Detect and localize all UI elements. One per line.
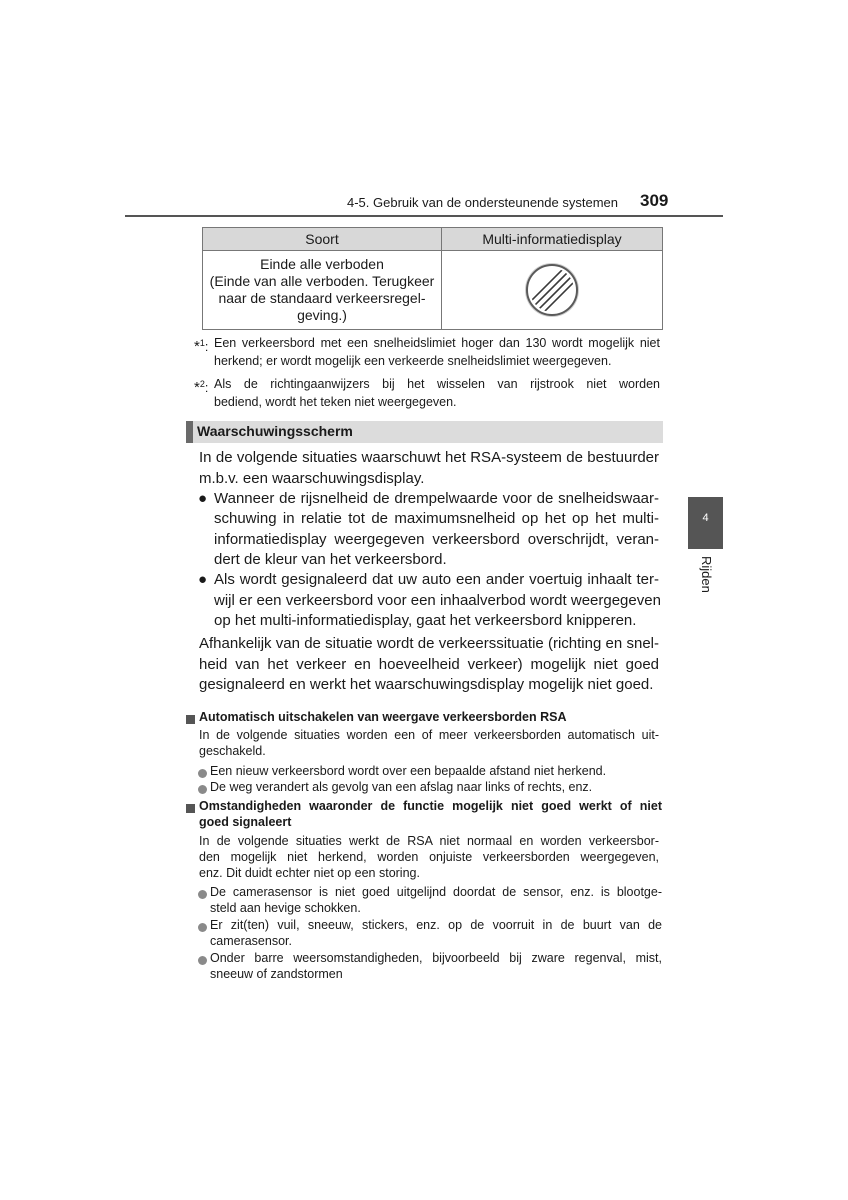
table-header-soort: Soort [203, 228, 442, 251]
table-row [203, 251, 663, 330]
subsection-bullet-line: Onder barre weersomstandigheden, bijvoorbeeld bij zware regenval, mist, [210, 951, 662, 965]
footnote-mark: *$^1$: [194, 338, 209, 356]
bullet-line: op het multi-informatiedisplay, gaat het verkeersbord knipperen. [214, 612, 637, 629]
chapter-number: 4 [702, 512, 709, 524]
subsection-bullet: Een nieuw verkeersbord wordt over een bepaalde afstand niet herkend. [210, 764, 607, 778]
subsection-body-line: enz. Dit duidt echter niet op een storing. [199, 866, 420, 880]
bullet-line: dert de kleur van het verkeersbord. [214, 551, 447, 568]
subsection-title: goed signaleert [199, 815, 292, 829]
header-rule [125, 215, 723, 217]
outro-line: gesignaleerd en werkt het waarschuwingsdisplay mogelijk niet goed. [199, 676, 654, 693]
sign-table [202, 227, 663, 330]
subsection-body-line: geschakeld. [199, 744, 266, 758]
table-header-row [203, 228, 663, 251]
dot-bullet-icon [198, 782, 207, 798]
subsection-bullet-line: camerasensor. [210, 934, 292, 948]
subsection-bullet-line: sneeuw of zandstormen [210, 967, 343, 981]
subsection-body-line: In de volgende situaties worden een of meer verkeersborden automatisch uit- [199, 728, 659, 742]
subsection-body-line: In de volgende situaties werkt de RSA niet normaal en worden verkeersbor- [199, 834, 659, 848]
table-cell-description [203, 251, 442, 330]
footnote-line: Een verkeersbord met een snelheidslimiet hoger dan 130 wordt mogelijk niet [214, 336, 660, 350]
footnote-line: herkend; er wordt mogelijk een verkeerde snelheidslimiet weergegeven. [214, 354, 612, 368]
footnote-line: Als de richtingaanwijzers bij het wisselen van rijstrook niet worden [214, 377, 660, 391]
subsection-bullet-line: steld aan hevige schokken. [210, 901, 361, 915]
footnote-mark: *$^2$: [194, 379, 209, 397]
outro-line: heid van het verkeer en hoeveelheid verkeer) mogelijk niet goed [199, 656, 659, 673]
subsection-bullet: De weg verandert als gevolg van een afslag naar links of rechts, enz. [210, 780, 593, 794]
outro-line: Afhankelijk van de situatie wordt de verkeerssituatie (richting en snel- [199, 635, 659, 652]
chapter-tab [688, 497, 723, 549]
table-header-display: Multi-informatiedisplay [442, 228, 663, 251]
square-bullet-icon [186, 712, 195, 728]
table-cell-icon [442, 251, 663, 330]
dot-bullet-icon [198, 920, 207, 936]
intro-line: In de volgende situaties waarschuwt het RSA-systeem de bestuurder [199, 449, 659, 466]
subsection-title: Omstandigheden waaronder de functie mogelijk niet goed werkt of niet [199, 799, 662, 813]
footnote-2 [194, 375, 660, 411]
subsection-bullet-line: Er zit(ten) vuil, sneeuw, stickers, enz. op de voorruit in de buurt van de [210, 918, 662, 932]
dot-bullet-icon [198, 953, 207, 969]
bullet-dot-icon: ● [198, 490, 208, 507]
running-header: 4-5. Gebruik van de ondersteunende systemen [346, 195, 618, 210]
section-heading-bar [186, 421, 663, 443]
subsection-bullet-line: De camerasensor is niet goed uitgelijnd doordat de sensor, enz. is blootge- [210, 885, 662, 899]
description-line: naar de standaard verkeersregel- [218, 290, 426, 306]
chapter-label: Rijden [699, 556, 714, 593]
description-line: Einde alle verboden [260, 256, 384, 272]
page-number: 309 [640, 191, 669, 210]
bullet-line: wijl er een verkeersbord voor een inhaalverbod wordt weergegeven [214, 592, 661, 609]
end-of-all-restrictions-sign-icon [522, 260, 582, 320]
footnote-line: bediend, wordt het teken niet weergegeven. [214, 395, 457, 409]
bullet-line: schuwing in relatie tot de maximumsnelheid op het op het multi- [214, 510, 659, 527]
subsection-body-line: den mogelijk niet herkend, worden onjuiste verkeersborden weergegeven, [199, 850, 659, 864]
dot-bullet-icon [198, 766, 207, 782]
section-title: Waarschuwingsscherm [197, 423, 353, 439]
intro-line: m.b.v. een waarschuwingsdisplay. [199, 470, 425, 487]
bullet-line: informatiedisplay weergegeven verkeersbord overschrijdt, veran- [214, 531, 659, 548]
footnote-1 [194, 334, 660, 370]
description-line: (Einde van alle verboden. Terugkeer [209, 273, 435, 289]
bullet-dot-icon: ● [198, 571, 208, 588]
subsection-title: Automatisch uitschakelen van weergave verkeersborden RSA [199, 710, 567, 724]
square-bullet-icon [186, 801, 195, 817]
bullet-line: Als wordt gesignaleerd dat uw auto een ander voertuig inhaalt ter- [214, 571, 659, 588]
dot-bullet-icon [198, 887, 207, 903]
bullet-line: Wanneer de rijsnelheid de drempelwaarde voor de snelheidswaar- [214, 490, 659, 507]
description-line: geving.) [297, 307, 347, 323]
